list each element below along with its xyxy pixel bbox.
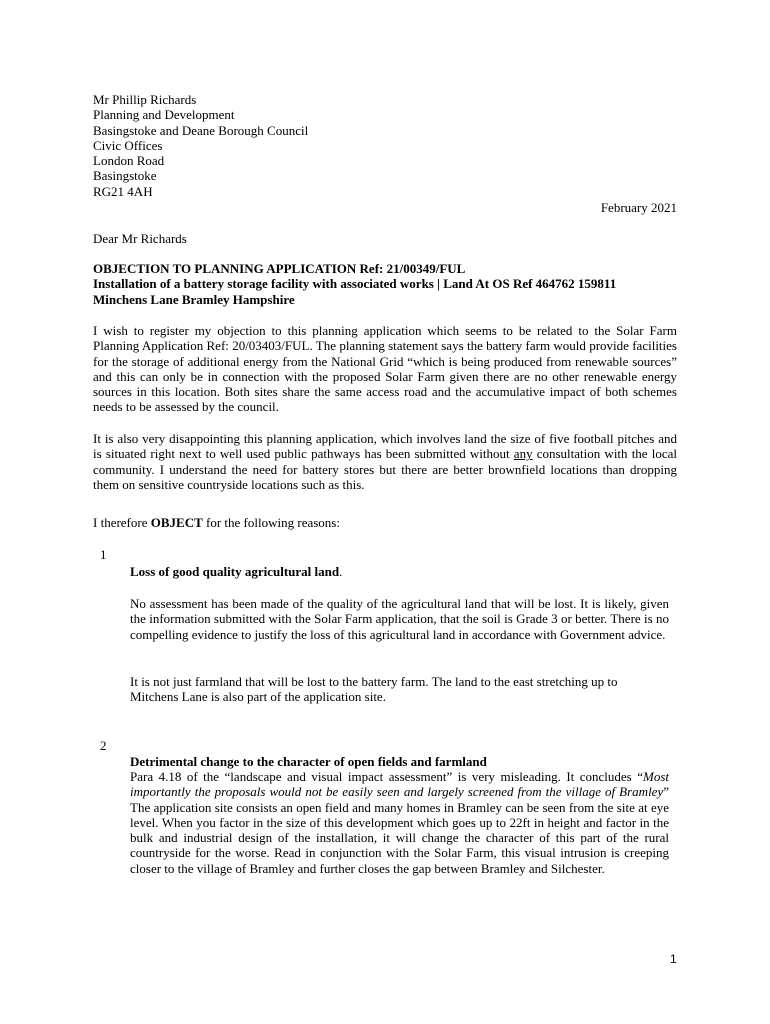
address-line: Civic Offices (93, 137, 163, 153)
reason-paragraph (130, 769, 669, 876)
address-line: Basingstoke and Deane Borough Council (93, 122, 309, 138)
reason-paragraph: No assessment has been made of the quality of the agricultural land that will be lost. It is likely, given the information submitted with the Solar Farm application, that the soil is Grade 3 or better. There is no compelling evidence to justify the loss of this agricultural land in accordance with Government advice. (130, 596, 669, 642)
address-line: RG21 4AH (93, 183, 153, 199)
quoted-text: Most importantly the proposals would not be easily seen and largely screened from the village of Bramley (130, 769, 669, 800)
address-line: London Road (93, 153, 165, 169)
subject-line-1: OBJECTION TO PLANNING APPLICATION Ref: 21/00349/FUL (93, 261, 466, 276)
paragraph-text: consultation with the local community. I understand the need for battery stores but there are better brownfield locations than dropping them on sensitive countryside locations such as this. (93, 446, 677, 492)
object-emphasis: OBJECT (150, 515, 203, 530)
reasons-intro-text: I therefore (93, 515, 151, 530)
reason-heading (130, 754, 669, 769)
subject-line-3: Minchens Lane Bramley Hampshire (93, 291, 295, 307)
address-line: Basingstoke (93, 168, 157, 184)
reasons-intro-text: for the following reasons: (202, 515, 340, 530)
reasons-intro (93, 515, 677, 530)
reason-heading (130, 564, 669, 579)
reason-paragraph: It is not just farmland that will be lost to the battery farm. The land to the east stretching up to Mitchens Lane is also part of the application site. (130, 674, 618, 705)
paragraph-text: Para 4.18 of the “landscape and visual impact assessment” is very misleading. It concludes “ (130, 769, 643, 784)
page-number: 1 (670, 952, 677, 966)
underlined-word: any (513, 446, 533, 462)
paragraph-text: ” The application site consists an open field and many homes in Bramley can be seen from the site at eye level. When you factor in the size of this development which goes up to 22ft in height and factor in the bulk and industrial design of the installation, it will change the character of this part of the rural countryside for the worse. Read in conjunction with the Solar Farm, this visual intrusion is creeping closer to the village of Bramley and further closes the gap between Bramley and Silchester. (130, 784, 669, 876)
recipient-address (93, 92, 677, 199)
reason-number: 2 (100, 738, 107, 753)
paragraph-text: It is also very disappointing this planning application, which involves land the size of five football pitches and is situated right next to well used public pathways has been submitted without (93, 431, 677, 462)
salutation: Dear Mr Richards (93, 231, 187, 246)
intro-paragraph: I wish to register my objection to this planning application which seems to be related to the Solar Farm Planning Application Ref: 20/03403/FUL. The planning statement says the battery farm would provide facilities for the storage of additional energy from the National Grid “which is being produced from renewable sources” and this can only be in connection with the proposed Solar Farm given there are no other renewable energy sources in this location. Both sites share the same access road and the accumulative impact of both schemes needs to be assessed by the council. (93, 323, 677, 415)
reason-heading-suffix: . (339, 564, 343, 579)
disappointment-paragraph (93, 431, 677, 492)
address-line: Mr Phillip Richards (93, 92, 197, 107)
reason-number: 1 (100, 547, 107, 562)
reason-heading-text: Loss of good quality agricultural land (130, 564, 340, 579)
reason-heading-text: Detrimental change to the character of open fields and farmland (130, 754, 487, 769)
letter-date: February 2021 (600, 200, 677, 215)
address-line: Planning and Development (93, 107, 235, 123)
subject-heading (93, 261, 677, 307)
subject-line-2: Installation of a battery storage facility with associated works | Land At OS Ref 464762 159811 (93, 276, 617, 292)
